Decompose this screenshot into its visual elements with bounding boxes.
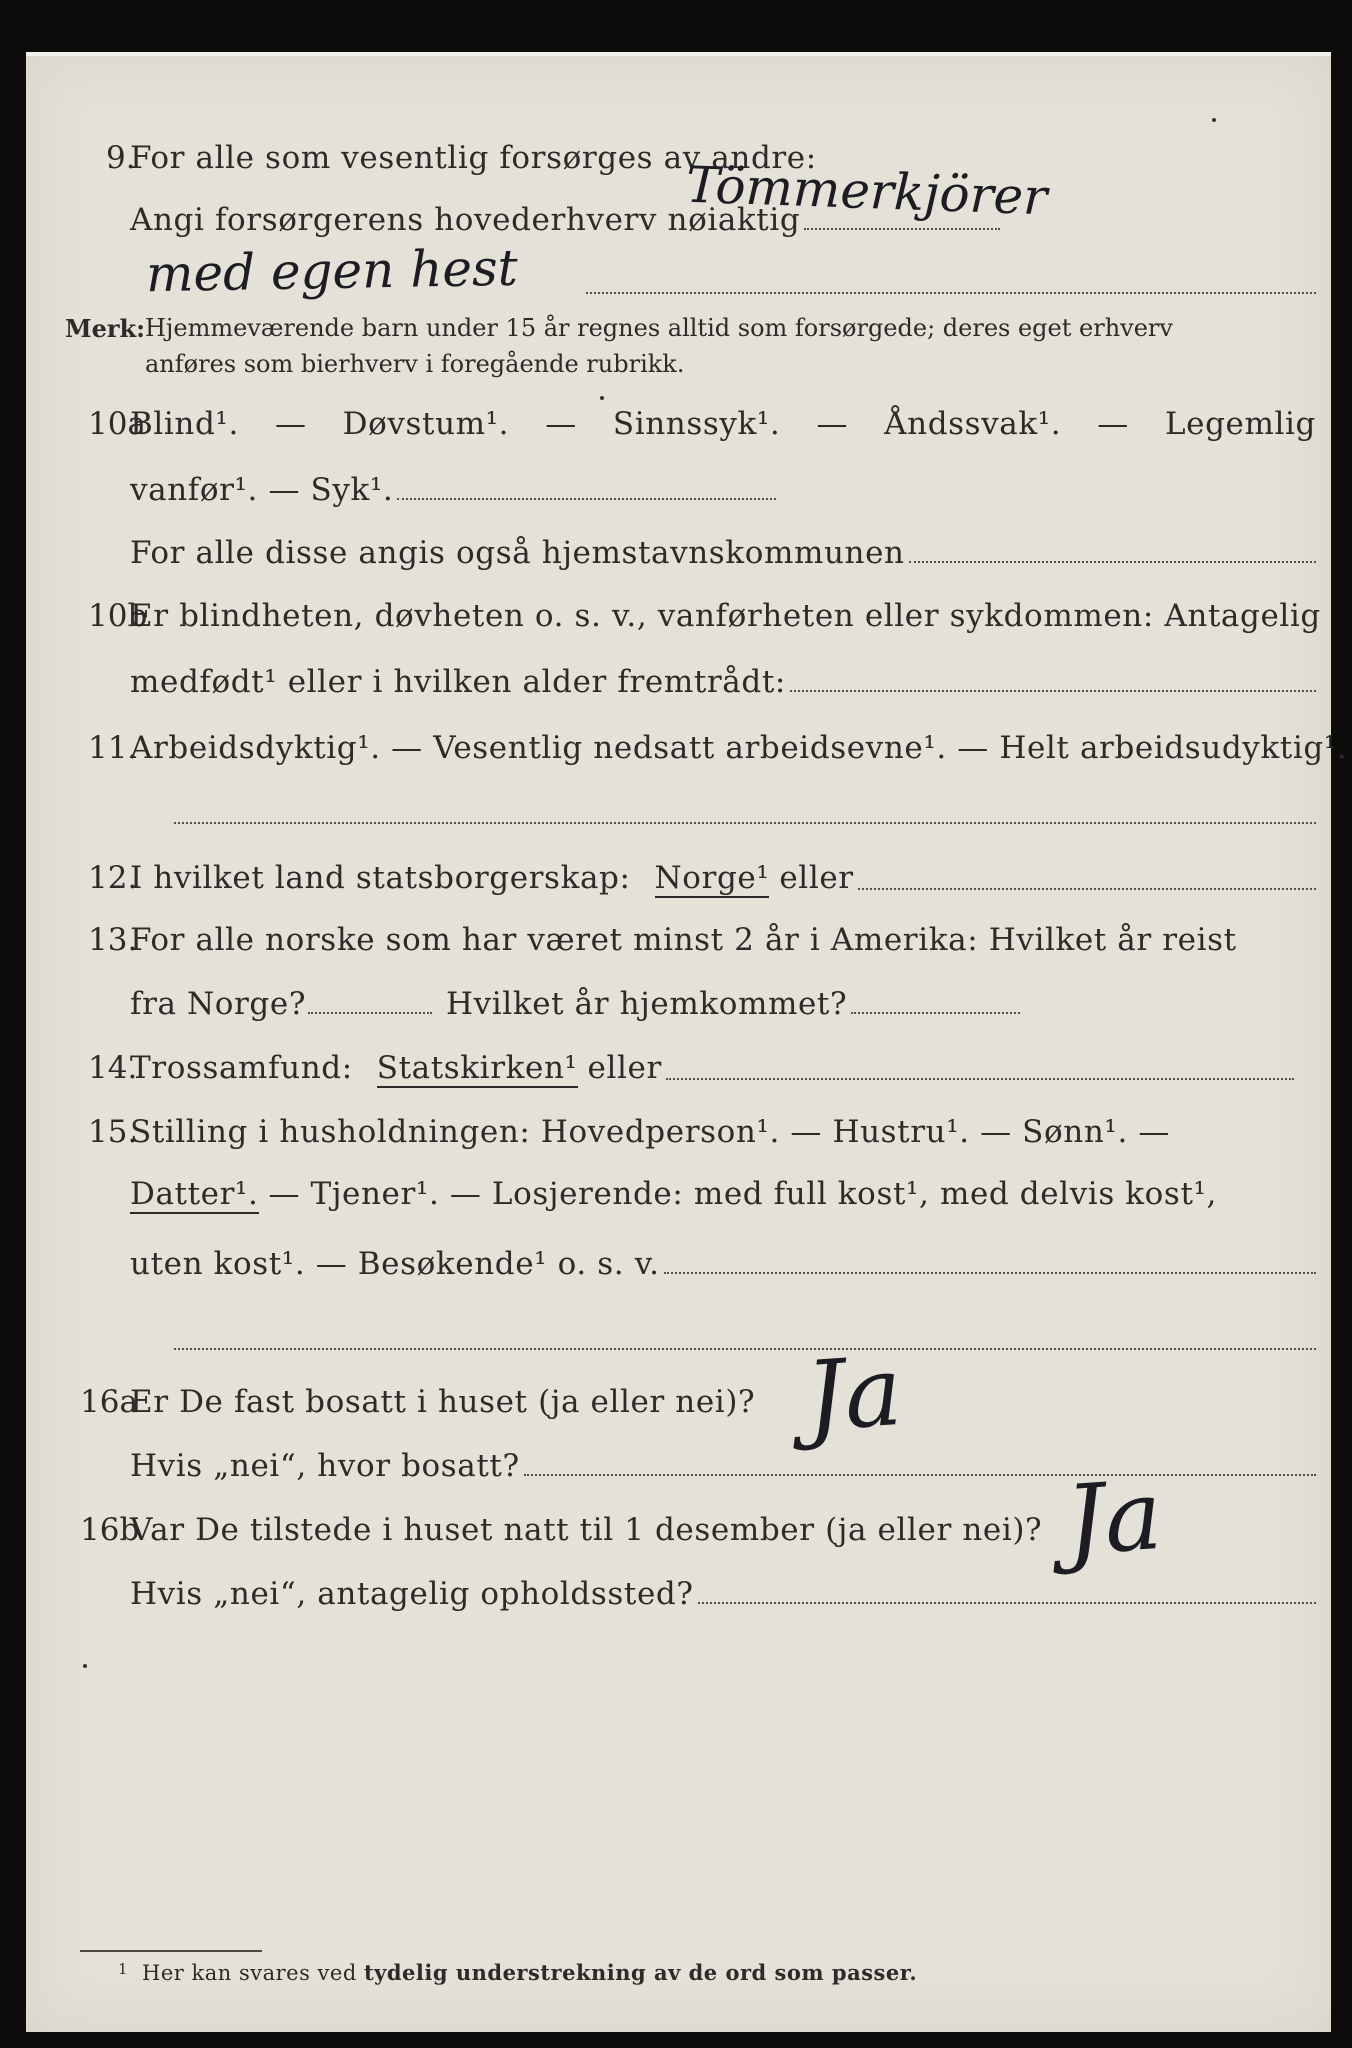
q14-prefix: Trossamfund: bbox=[130, 1050, 353, 1086]
q11-answer-line bbox=[174, 822, 1316, 824]
q16a-answer-handwriting: Ja bbox=[802, 1334, 906, 1454]
q9-number: 9. bbox=[106, 140, 136, 176]
q10a-answer-line bbox=[397, 498, 776, 500]
paper-speck bbox=[1212, 118, 1216, 122]
q14-option-statskirken: Statskirken¹ bbox=[376, 1050, 578, 1086]
dash: — bbox=[1097, 406, 1129, 442]
q9-answer-handwriting-2: med egen hest bbox=[145, 238, 519, 304]
q10b-number: 10b bbox=[88, 598, 148, 634]
dash: — bbox=[816, 406, 849, 442]
q9-answer-line-2 bbox=[586, 292, 1316, 294]
q9-line1: For alle som vesentlig forsørges av andre: bbox=[130, 140, 817, 176]
dash: — bbox=[274, 406, 307, 442]
q10a-line2 bbox=[130, 472, 776, 508]
q16b-number: 16b bbox=[80, 1512, 140, 1548]
q16b-line2-text: Hvis „nei“, antagelig opholdssted? bbox=[130, 1576, 694, 1612]
option-blind: Blind¹. bbox=[130, 406, 239, 442]
q13-line2 bbox=[130, 986, 1020, 1022]
option-legemlig: Legemlig bbox=[1164, 406, 1316, 442]
q11-line1: Arbeidsdyktig¹. — Vesentlig nedsatt arbeidsevne¹. — Helt arbeidsudyktig¹. bbox=[130, 730, 1348, 766]
census-form-page bbox=[26, 52, 1348, 2032]
q13-hjemkommet-line bbox=[851, 1012, 1020, 1014]
merk-line1: Hjemmeværende barn under 15 år regnes alltid som forsørgede; deres eget erhverv bbox=[145, 314, 1173, 342]
q15-answer-line bbox=[664, 1272, 1316, 1274]
paper-speck bbox=[83, 1664, 87, 1668]
q9-answer-handwriting-1: Tömmerkjörer bbox=[685, 155, 1049, 227]
q11-number: 11. bbox=[88, 730, 138, 766]
q10a-line2-text: vanfør¹. — Syk¹. bbox=[130, 472, 394, 508]
q13-line1: For alle norske som har været minst 2 år i Amerika: Hvilket år reist bbox=[130, 922, 1237, 958]
q15-line2-rest: — Tjener¹. — Losjerende: med full kost¹, med delvis kost¹, bbox=[268, 1176, 1217, 1212]
q12-prefix: I hvilket land statsborgerskap: bbox=[130, 860, 631, 896]
q15-line3-text: uten kost¹. — Besøkende¹ o. s. v. bbox=[130, 1246, 660, 1282]
q15-line3 bbox=[130, 1246, 1316, 1282]
q16b-answer-line bbox=[698, 1602, 1316, 1604]
q15-number: 15. bbox=[88, 1114, 138, 1150]
footnote-text-b: tydelig understrekning av de ord som passer. bbox=[363, 1960, 918, 1985]
merk-line2: anføres som bierhverv i foregående rubrikk. bbox=[145, 350, 685, 378]
q16b-line1: Var De tilstede i huset natt til 1 desember (ja eller nei)? bbox=[130, 1512, 1043, 1548]
q10a-line3-text: For alle disse angis også hjemstavnskommunen bbox=[130, 535, 905, 571]
q13-reist-label: fra Norge? bbox=[130, 986, 307, 1022]
q10b-line1: Er blindheten, døvheten o. s. v., vanførheten eller sykdommen: Antagelig bbox=[130, 598, 1321, 634]
q16a-line2-text: Hvis „nei“, hvor bosatt? bbox=[130, 1448, 520, 1484]
q15-answer-line-2 bbox=[174, 1348, 1316, 1350]
option-dovstum: Døvstum¹. bbox=[342, 406, 510, 442]
q10a-hometown-line bbox=[909, 561, 1316, 563]
q13-reist-line bbox=[308, 1012, 432, 1014]
footnote-text-a: Her kan svares ved bbox=[142, 1961, 357, 1985]
q12-suffix: eller bbox=[779, 860, 854, 896]
q13-number: 13. bbox=[88, 922, 138, 958]
option-sinnssyk: Sinnssyk¹. bbox=[612, 406, 781, 442]
q10b-line2-text: medfødt¹ eller i hvilken alder fremtrådt: bbox=[130, 664, 786, 700]
q15-option-datter: Datter¹. bbox=[130, 1176, 259, 1212]
footnote-mark: 1 bbox=[118, 1960, 129, 1978]
q13-hjemkommet-label: Hvilket år hjemkommet? bbox=[446, 986, 848, 1022]
q10b-answer-line bbox=[790, 690, 1316, 692]
q9-line2-text: Angi forsørgerens hovederhverv nøiaktig bbox=[130, 202, 801, 238]
paper-speck bbox=[600, 396, 604, 400]
q10b-line2 bbox=[130, 664, 1316, 700]
q16b-line2 bbox=[130, 1576, 1316, 1612]
q16b-answer-handwriting: Ja bbox=[1062, 1458, 1166, 1578]
q14-answer-line bbox=[666, 1078, 1294, 1080]
footnote bbox=[118, 1960, 917, 1985]
q14-suffix: eller bbox=[587, 1050, 662, 1086]
merk-label: Merk: bbox=[65, 314, 145, 343]
q12-line bbox=[130, 860, 1316, 898]
q14-number: 14. bbox=[88, 1050, 138, 1086]
q16a-line1: Er De fast bosatt i huset (ja eller nei)? bbox=[130, 1384, 756, 1420]
q12-number: 12. bbox=[88, 860, 138, 896]
q15-line1: Stilling i husholdningen: Hovedperson¹. — Hustru¹. — Sønn¹. — bbox=[130, 1114, 1170, 1150]
q10a-line1 bbox=[130, 406, 1316, 442]
q16a-answer-line bbox=[524, 1474, 1316, 1476]
q14-line bbox=[130, 1050, 1294, 1088]
q12-option-norge: Norge¹ bbox=[654, 860, 770, 896]
q15-line2 bbox=[130, 1176, 1217, 1214]
q10a-number: 10a bbox=[88, 406, 146, 442]
dash: — bbox=[545, 406, 577, 442]
q10a-line3 bbox=[130, 535, 1316, 571]
q12-answer-line bbox=[858, 888, 1316, 890]
q9-answer-line bbox=[804, 228, 1000, 230]
q16a-number: 16a bbox=[80, 1384, 138, 1420]
footnote-rule bbox=[80, 1950, 262, 1952]
option-andssvak: Åndssvak¹. bbox=[884, 406, 1062, 442]
